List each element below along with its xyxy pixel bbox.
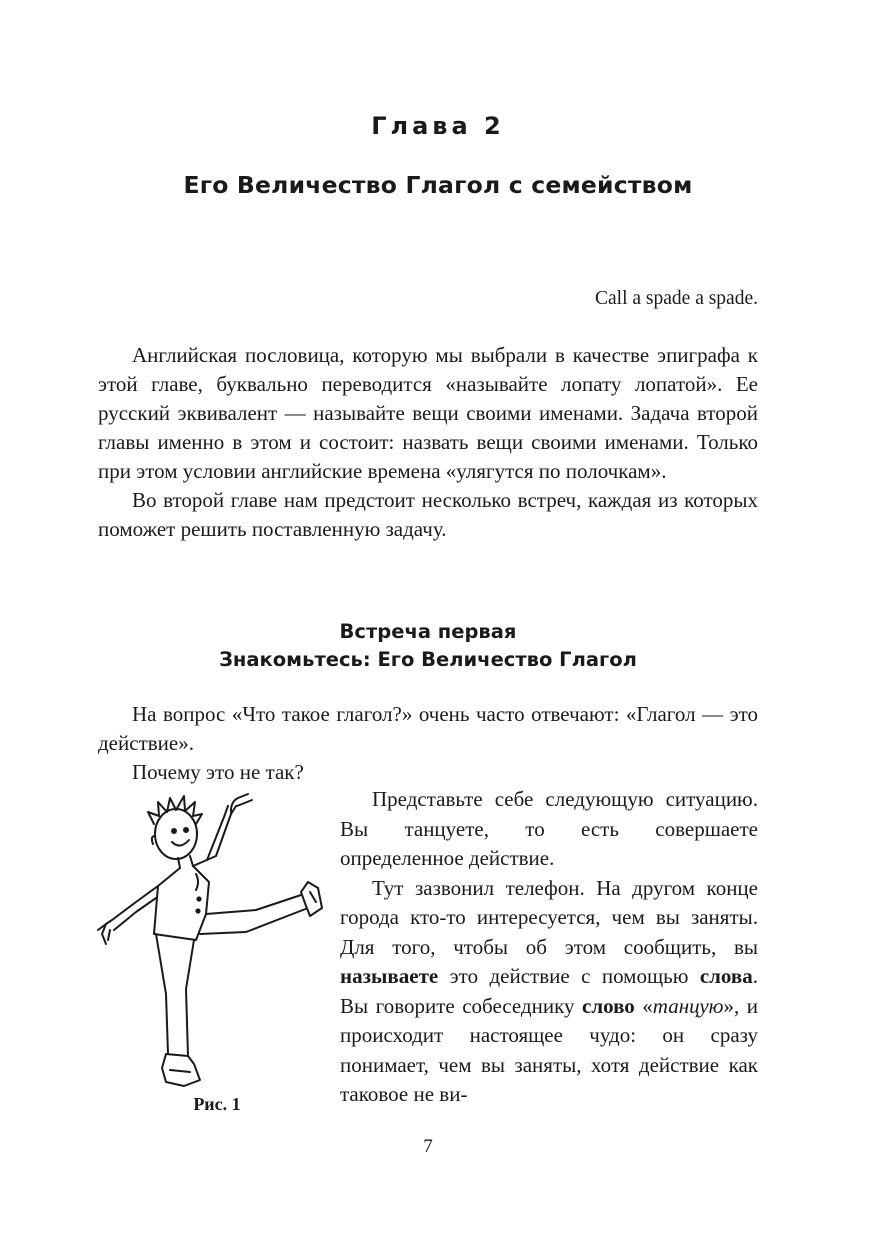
text-run: . Вы говорите собеседнику bbox=[340, 964, 758, 1018]
italic-run: танцую bbox=[652, 993, 724, 1018]
intro-paragraph: Во второй главе нам предстоит несколько встреч, каждая из которых поможет решить поставленную задачу. bbox=[98, 488, 758, 541]
side-text bbox=[340, 785, 758, 1110]
page-number: 7 bbox=[423, 1136, 433, 1157]
dancing-man-figure bbox=[96, 784, 326, 1096]
section-title bbox=[0, 618, 856, 674]
text-run: « bbox=[634, 993, 653, 1018]
side-paragraph: Представьте себе следующую ситуацию. Вы танцуете, то есть совершаете определенное действие. bbox=[340, 787, 758, 870]
text-run: », и происходит настоящее чудо: он сразу понимает, чем вы заняты, хотя действие как таковое не ви- bbox=[340, 993, 758, 1106]
figure-caption: Рис. 1 bbox=[193, 1094, 241, 1114]
chapter-title: Его Величество Глагол с семейством bbox=[183, 171, 693, 199]
section-title-line2: Знакомьтесь: Его Величество Глагол bbox=[219, 648, 637, 671]
section-paragraph: Почему это не так? bbox=[132, 760, 304, 784]
bold-run: называете bbox=[340, 964, 439, 988]
bold-run: слова bbox=[699, 964, 753, 988]
intro-paragraph: Английская пословица, которую мы выбрали в качестве эпиграфа к этой главе, буквально переводится «называйте лопату лопатой». Ее русский эквивалент — называйте вещи своими именами. Задача второй главы именно в этом и состоит: назвать вещи своими именами. Только при этом условии английские времена «улягутся по полочкам». bbox=[98, 343, 758, 483]
text-run: Тут зазвонил телефон. На другом конце города кто-то интересуется, чем вы заняты. Для того, чтобы об этом сообщить, вы bbox=[340, 875, 758, 959]
section-body bbox=[98, 700, 758, 787]
intro-text bbox=[98, 341, 758, 544]
text-run: это действие с помощью bbox=[438, 964, 700, 988]
dancing-man-icon bbox=[96, 784, 326, 1096]
bold-run: слово bbox=[582, 993, 635, 1018]
section-paragraph: На вопрос «Что такое глагол?» очень часто отвечают: «Глагол — это действие». bbox=[98, 702, 758, 755]
chapter-label: Глава 2 bbox=[371, 112, 505, 140]
epigraph: Call a spade a spade. bbox=[595, 288, 758, 309]
side-paragraph bbox=[340, 874, 758, 1110]
section-title-line1: Встреча первая bbox=[339, 620, 517, 643]
